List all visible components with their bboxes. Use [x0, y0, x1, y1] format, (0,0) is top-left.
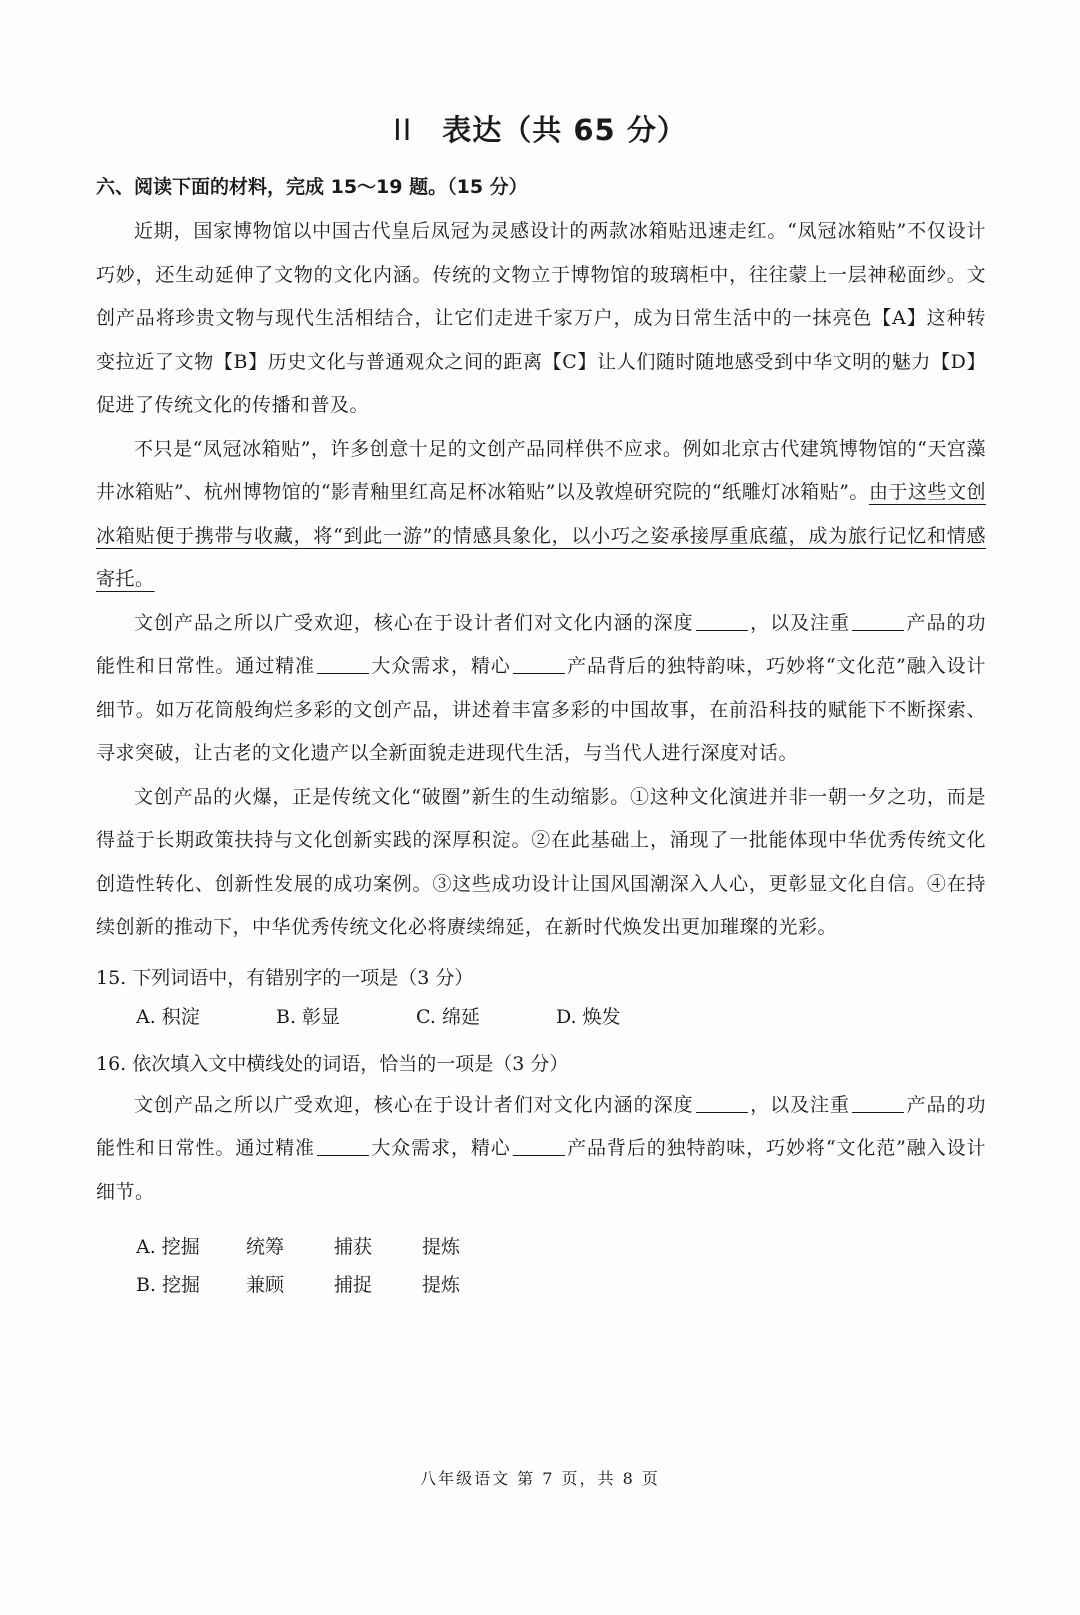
quote-part: 产品背后的独特韵味，巧妙将“文化范”融入设计细节。	[96, 1137, 986, 1203]
option-word: B. 挖掘	[136, 1274, 201, 1296]
section-title	[0, 108, 1080, 149]
quote-blank-3	[317, 1154, 369, 1156]
paragraph-3-part: 大众需求，精心	[370, 655, 511, 677]
option-a: A. 积淀	[136, 1005, 200, 1028]
section-title-text: 表达（共 65 分）	[442, 113, 687, 147]
question-16-stem: 16. 依次填入文中横线处的词语，恰当的一项是（3 分）	[96, 1052, 569, 1075]
option-word: 统筹	[246, 1236, 285, 1258]
page-footer: 八年级语文 第 7 页，共 8 页	[420, 1469, 660, 1488]
option-word: 兼顾	[246, 1274, 285, 1296]
fill-blank-3	[317, 672, 369, 674]
question-16-option-b	[96, 1266, 986, 1304]
quote-part: 文创产品之所以广受欢迎，核心在于设计者们对文化内涵的深度	[134, 1093, 694, 1116]
passage-paragraph-2	[96, 428, 986, 602]
paragraph-3-part: 产品的功能性和日常性。通过精准	[96, 611, 986, 677]
option-d: D. 焕发	[556, 1005, 621, 1028]
option-word: 捕获	[334, 1236, 373, 1258]
question-15-stem: 15. 下列词语中，有错别字的一项是（3 分）	[96, 966, 474, 989]
passage-paragraph-3	[96, 602, 986, 776]
question-16-option-a	[96, 1228, 986, 1266]
quote-blank-2	[852, 1111, 904, 1113]
option-word: A. 挖掘	[136, 1236, 200, 1258]
question-group-heading: 六、阅读下面的材料，完成 15～19 题。（15 分）	[96, 176, 528, 198]
option-word: 提炼	[422, 1274, 461, 1296]
option-b: B. 彰显	[276, 1005, 341, 1028]
main-content	[96, 170, 986, 1304]
underlined-sentence: 由于这些文创冰箱贴便于携带与收藏，将“到此一游”的情感具象化，以小巧之姿承接厚重底蕴，成为旅行记忆和情感寄托。	[96, 481, 986, 590]
passage-paragraph-4: 文创产品的火爆，正是传统文化“破圈”新生的生动缩影。①这种文化演进并非一朝一夕之功，而是得益于长期政策扶持与文化创新实践的深厚积淀。②在此基础上，涌现了一批能体现中华优秀传统文化创造性转化、创新性发展的成功案例。③这些成功设计让国风国潮深入人心，更彰显文化自信。④在持续创新的推动下，中华优秀传统文化必将赓续绵延，在新时代焕发出更加璀璨的光彩。	[96, 785, 986, 938]
option-word: 提炼	[422, 1236, 461, 1258]
fill-blank-1	[696, 629, 748, 631]
quote-part: 大众需求，精心	[370, 1137, 511, 1159]
quote-part: 产品的功能性和日常性。通过精准	[96, 1093, 986, 1159]
option-c: C. 绵延	[416, 1005, 480, 1028]
paragraph-3-part: 产品背后的独特韵味，巧妙将“文化范”融入设计细节。如万花筒般绚烂多彩的文创产品，讲述着丰富多彩的中国故事，在前沿科技的赋能下不断探索、寻求突破，让古老的文化遗产以全新面貌走进现代生活，与当代人进行深度对话。	[96, 655, 986, 764]
quote-part: ，以及注重	[749, 1093, 851, 1116]
paragraph-3-part: 文创产品之所以广受欢迎，核心在于设计者们对文化内涵的深度	[134, 611, 694, 634]
question-15-options	[96, 998, 986, 1036]
fill-blank-2	[852, 629, 904, 631]
paragraph-2-text: 不只是“凤冠冰箱贴”，许多创意十足的文创产品同样供不应求。例如北京古代建筑博物馆的“天宫藻井冰箱贴”、杭州博物馆的“影青釉里红高足杯冰箱贴”以及敦煌研究院的“纸雕灯冰箱贴”。	[96, 437, 986, 503]
quote-blank-4	[513, 1154, 565, 1156]
passage-paragraph-1: 近期，国家博物馆以中国古代皇后凤冠为灵感设计的两款冰箱贴迅速走红。“凤冠冰箱贴”不仅设计巧妙，还生动延伸了文物的文化内涵。传统的文物立于博物馆的玻璃柜中，往往蒙上一层神秘面纱。文创产品将珍贵文物与现代生活相结合，让它们走进千家万户，成为日常生活中的一抹亮色【A】这种转变拉近了文物【B】历史文化与普通观众之间的距离【C】让人们随时随地感受到中华文明的魅力【D】促进了传统文化的传播和普及。	[96, 220, 986, 416]
fill-blank-4	[513, 672, 565, 674]
paragraph-3-part: ，以及注重	[749, 611, 851, 634]
quote-blank-1	[696, 1111, 748, 1113]
question-16-quote	[96, 1084, 986, 1215]
section-roman-numeral: II	[393, 113, 413, 147]
option-word: 捕捉	[334, 1274, 373, 1296]
